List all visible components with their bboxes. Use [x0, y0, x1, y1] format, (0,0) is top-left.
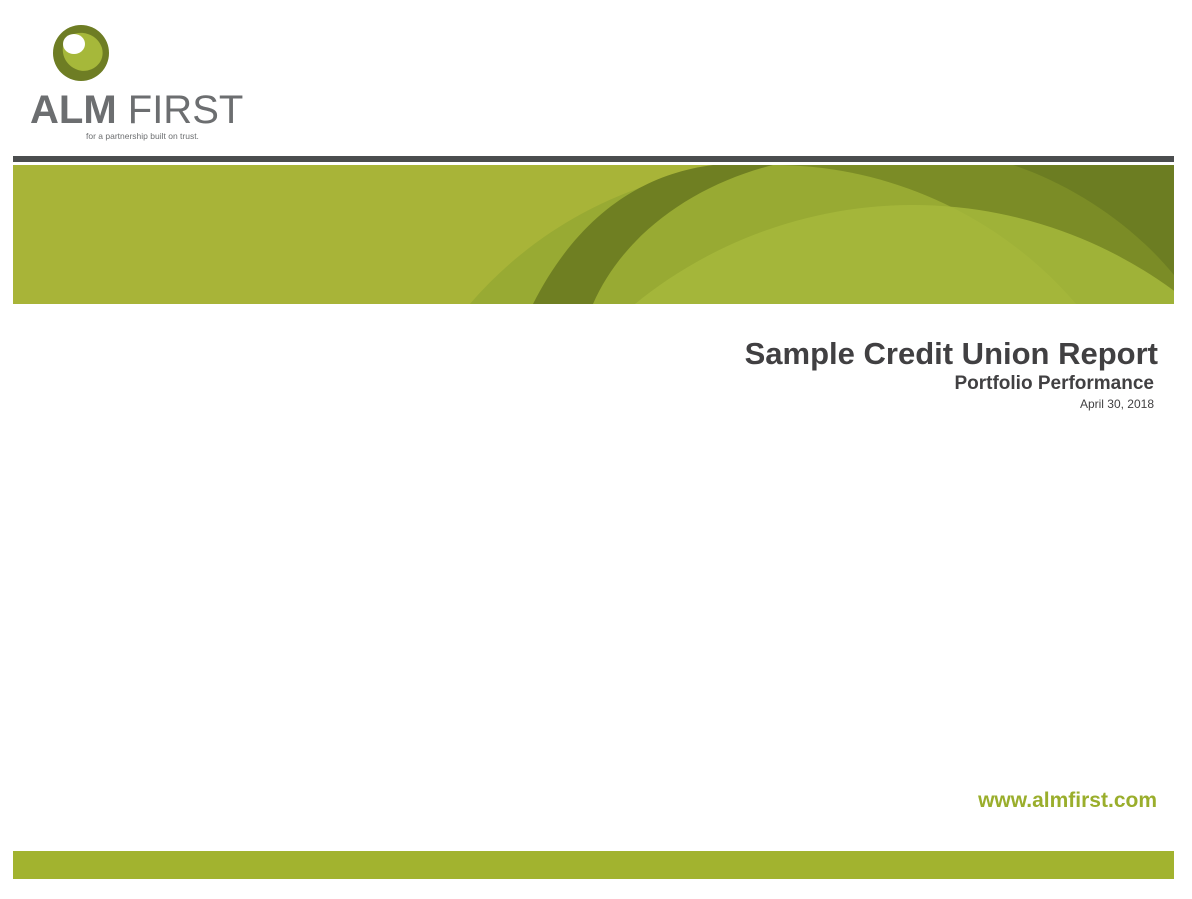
website-link[interactable]: www.almfirst.com — [978, 789, 1157, 812]
report-title: Sample Credit Union Report — [744, 336, 1158, 371]
logo-tagline: for a partnership built on trust. — [86, 131, 199, 141]
report-title-block — [745, 334, 1158, 412]
report-subtitle: Portfolio Performance — [954, 373, 1154, 394]
company-logo — [30, 24, 244, 154]
logo-brand-rest: FIRST — [116, 88, 244, 132]
logo-wordmark — [30, 88, 243, 132]
logo-brand-bold: ALM — [30, 88, 117, 132]
header-divider — [13, 156, 1174, 162]
banner-arcs-graphic — [13, 165, 1174, 304]
header-banner — [13, 165, 1174, 304]
logo-circle-icon — [52, 24, 110, 82]
report-date: April 30, 2018 — [1079, 397, 1154, 411]
footer-bar — [13, 851, 1174, 879]
